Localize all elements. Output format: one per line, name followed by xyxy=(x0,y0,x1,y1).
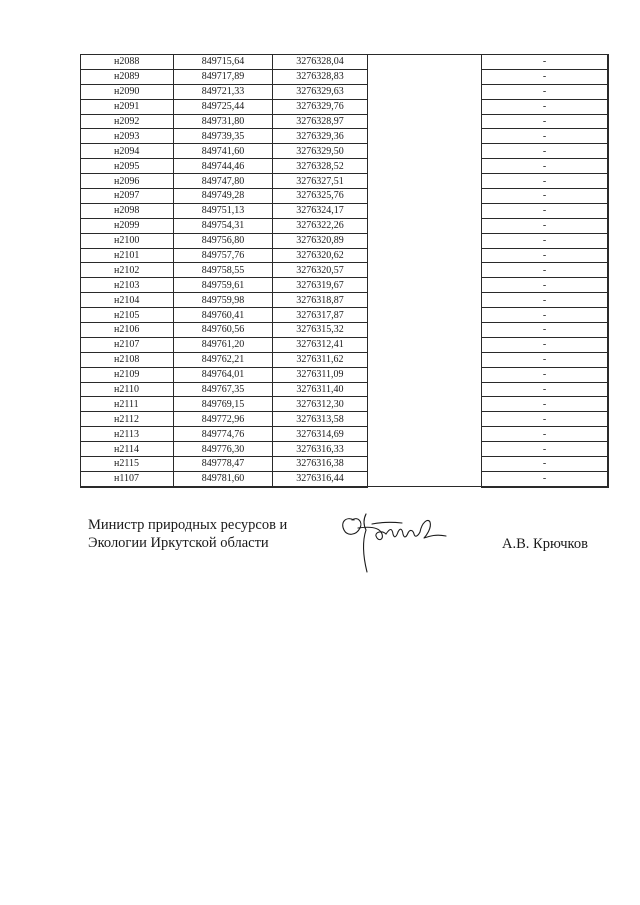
y-coordinate-cell: 3276316,44 xyxy=(273,471,368,486)
point-id-cell: н2090 xyxy=(81,84,174,99)
y-coordinate-cell: 3276328,83 xyxy=(273,69,368,84)
coordinates-table-body xyxy=(81,55,609,487)
signatory-title-line-1: Министр природных ресурсов и xyxy=(88,517,288,533)
table-row xyxy=(81,457,609,472)
dash-cell: - xyxy=(482,114,609,129)
dash-cell: - xyxy=(482,337,609,352)
x-coordinate-cell: 849760,56 xyxy=(174,323,273,338)
table-row xyxy=(81,218,609,233)
y-coordinate-cell: 3276312,41 xyxy=(273,337,368,352)
x-coordinate-cell: 849772,96 xyxy=(174,412,273,427)
table-row xyxy=(81,129,609,144)
dash-cell: - xyxy=(482,129,609,144)
point-id-cell: н2089 xyxy=(81,69,174,84)
y-coordinate-cell: 3276316,38 xyxy=(273,457,368,472)
note-cell xyxy=(368,159,482,174)
y-coordinate-cell: 3276314,69 xyxy=(273,427,368,442)
table-row xyxy=(81,442,609,457)
note-cell xyxy=(368,323,482,338)
signatory-name: А.В. Крючков xyxy=(502,536,588,552)
dash-cell: - xyxy=(482,55,609,70)
y-coordinate-cell: 3276320,57 xyxy=(273,263,368,278)
note-cell xyxy=(368,442,482,457)
x-coordinate-cell: 849776,30 xyxy=(174,442,273,457)
dash-cell: - xyxy=(482,84,609,99)
note-cell xyxy=(368,337,482,352)
x-coordinate-cell: 849769,15 xyxy=(174,397,273,412)
y-coordinate-cell: 3276318,87 xyxy=(273,293,368,308)
table-row xyxy=(81,248,609,263)
y-coordinate-cell: 3276319,67 xyxy=(273,278,368,293)
x-coordinate-cell: 849717,89 xyxy=(174,69,273,84)
y-coordinate-cell: 3276311,09 xyxy=(273,367,368,382)
dash-cell: - xyxy=(482,248,609,263)
y-coordinate-cell: 3276324,17 xyxy=(273,203,368,218)
y-coordinate-cell: 3276315,32 xyxy=(273,323,368,338)
point-id-cell: н2088 xyxy=(81,55,174,70)
x-coordinate-cell: 849725,44 xyxy=(174,99,273,114)
point-id-cell: н2111 xyxy=(81,397,174,412)
signatory-title-line-2: Экологии Иркутской области xyxy=(88,535,269,551)
point-id-cell: н2104 xyxy=(81,293,174,308)
x-coordinate-cell: 849715,64 xyxy=(174,55,273,70)
x-coordinate-cell: 849731,80 xyxy=(174,114,273,129)
note-cell xyxy=(368,382,482,397)
dash-cell: - xyxy=(482,367,609,382)
y-coordinate-cell: 3276311,62 xyxy=(273,352,368,367)
table-row xyxy=(81,412,609,427)
point-id-cell: н2093 xyxy=(81,129,174,144)
note-cell xyxy=(368,189,482,204)
x-coordinate-cell: 849741,60 xyxy=(174,144,273,159)
point-id-cell: н2095 xyxy=(81,159,174,174)
note-cell xyxy=(368,233,482,248)
y-coordinate-cell: 3276329,63 xyxy=(273,84,368,99)
note-cell xyxy=(368,99,482,114)
point-id-cell: н2114 xyxy=(81,442,174,457)
dash-cell: - xyxy=(482,457,609,472)
point-id-cell: н2094 xyxy=(81,144,174,159)
point-id-cell: н2098 xyxy=(81,203,174,218)
x-coordinate-cell: 849759,61 xyxy=(174,278,273,293)
note-cell xyxy=(368,293,482,308)
y-coordinate-cell: 3276320,62 xyxy=(273,248,368,263)
x-coordinate-cell: 849781,60 xyxy=(174,471,273,486)
point-id-cell: н2110 xyxy=(81,382,174,397)
note-cell xyxy=(368,129,482,144)
x-coordinate-cell: 849744,46 xyxy=(174,159,273,174)
table-row xyxy=(81,308,609,323)
x-coordinate-cell: 849758,55 xyxy=(174,263,273,278)
dash-cell: - xyxy=(482,293,609,308)
note-cell xyxy=(368,144,482,159)
table-row xyxy=(81,293,609,308)
table-row xyxy=(81,263,609,278)
y-coordinate-cell: 3276317,87 xyxy=(273,308,368,323)
dash-cell: - xyxy=(482,471,609,486)
y-coordinate-cell: 3276325,76 xyxy=(273,189,368,204)
y-coordinate-cell: 3276313,58 xyxy=(273,412,368,427)
note-cell xyxy=(368,114,482,129)
y-coordinate-cell: 3276329,76 xyxy=(273,99,368,114)
dash-cell: - xyxy=(482,427,609,442)
x-coordinate-cell: 849761,20 xyxy=(174,337,273,352)
table-row xyxy=(81,55,609,70)
dash-cell: - xyxy=(482,412,609,427)
x-coordinate-cell: 849778,47 xyxy=(174,457,273,472)
dash-cell: - xyxy=(482,99,609,114)
point-id-cell: н2096 xyxy=(81,174,174,189)
table-row xyxy=(81,203,609,218)
note-cell xyxy=(368,471,482,486)
table-row xyxy=(81,337,609,352)
signature-icon xyxy=(336,506,456,578)
dash-cell: - xyxy=(482,308,609,323)
point-id-cell: н2103 xyxy=(81,278,174,293)
note-cell xyxy=(368,203,482,218)
point-id-cell: н2092 xyxy=(81,114,174,129)
dash-cell: - xyxy=(482,233,609,248)
point-id-cell: н2100 xyxy=(81,233,174,248)
y-coordinate-cell: 3276328,52 xyxy=(273,159,368,174)
dash-cell: - xyxy=(482,397,609,412)
dash-cell: - xyxy=(482,442,609,457)
x-coordinate-cell: 849756,80 xyxy=(174,233,273,248)
point-id-cell: н2101 xyxy=(81,248,174,263)
table-row xyxy=(81,323,609,338)
note-cell xyxy=(368,218,482,233)
dash-cell: - xyxy=(482,144,609,159)
table-row xyxy=(81,69,609,84)
dash-cell: - xyxy=(482,159,609,174)
note-cell xyxy=(368,278,482,293)
y-coordinate-cell: 3276320,89 xyxy=(273,233,368,248)
y-coordinate-cell: 3276311,40 xyxy=(273,382,368,397)
point-id-cell: н2107 xyxy=(81,337,174,352)
dash-cell: - xyxy=(482,352,609,367)
y-coordinate-cell: 3276322,26 xyxy=(273,218,368,233)
table-row xyxy=(81,427,609,442)
x-coordinate-cell: 849751,13 xyxy=(174,203,273,218)
dash-cell: - xyxy=(482,174,609,189)
y-coordinate-cell: 3276329,36 xyxy=(273,129,368,144)
x-coordinate-cell: 849760,41 xyxy=(174,308,273,323)
x-coordinate-cell: 849774,76 xyxy=(174,427,273,442)
dash-cell: - xyxy=(482,218,609,233)
y-coordinate-cell: 3276316,33 xyxy=(273,442,368,457)
note-cell xyxy=(368,412,482,427)
table-row xyxy=(81,84,609,99)
dash-cell: - xyxy=(482,203,609,218)
point-id-cell: н1107 xyxy=(81,471,174,486)
table-row xyxy=(81,99,609,114)
note-cell xyxy=(368,457,482,472)
x-coordinate-cell: 849749,28 xyxy=(174,189,273,204)
point-id-cell: н2091 xyxy=(81,99,174,114)
table-row xyxy=(81,144,609,159)
x-coordinate-cell: 849721,33 xyxy=(174,84,273,99)
table-row xyxy=(81,382,609,397)
table-row xyxy=(81,367,609,382)
dash-cell: - xyxy=(482,323,609,338)
x-coordinate-cell: 849754,31 xyxy=(174,218,273,233)
point-id-cell: н2112 xyxy=(81,412,174,427)
dash-cell: - xyxy=(482,382,609,397)
note-cell xyxy=(368,69,482,84)
x-coordinate-cell: 849767,35 xyxy=(174,382,273,397)
x-coordinate-cell: 849759,98 xyxy=(174,293,273,308)
x-coordinate-cell: 849747,80 xyxy=(174,174,273,189)
signatory-title xyxy=(88,516,287,552)
y-coordinate-cell: 3276328,04 xyxy=(273,55,368,70)
point-id-cell: н2097 xyxy=(81,189,174,204)
note-cell xyxy=(368,308,482,323)
note-cell xyxy=(368,174,482,189)
x-coordinate-cell: 849739,35 xyxy=(174,129,273,144)
y-coordinate-cell: 3276327,51 xyxy=(273,174,368,189)
dash-cell: - xyxy=(482,189,609,204)
x-coordinate-cell: 849762,21 xyxy=(174,352,273,367)
y-coordinate-cell: 3276328,97 xyxy=(273,114,368,129)
note-cell xyxy=(368,84,482,99)
table-row xyxy=(81,278,609,293)
dash-cell: - xyxy=(482,263,609,278)
dash-cell: - xyxy=(482,69,609,84)
point-id-cell: н2109 xyxy=(81,367,174,382)
note-cell xyxy=(368,55,482,70)
x-coordinate-cell: 849757,76 xyxy=(174,248,273,263)
point-id-cell: н2113 xyxy=(81,427,174,442)
point-id-cell: н2099 xyxy=(81,218,174,233)
y-coordinate-cell: 3276312,30 xyxy=(273,397,368,412)
x-coordinate-cell: 849764,01 xyxy=(174,367,273,382)
dash-cell: - xyxy=(482,278,609,293)
y-coordinate-cell: 3276329,50 xyxy=(273,144,368,159)
note-cell xyxy=(368,367,482,382)
table-row xyxy=(81,159,609,174)
table-row xyxy=(81,114,609,129)
point-id-cell: н2102 xyxy=(81,263,174,278)
note-cell xyxy=(368,397,482,412)
note-cell xyxy=(368,352,482,367)
note-cell xyxy=(368,248,482,263)
point-id-cell: н2105 xyxy=(81,308,174,323)
table-row xyxy=(81,471,609,486)
table-row xyxy=(81,352,609,367)
table-row xyxy=(81,174,609,189)
coordinates-table xyxy=(80,54,609,488)
table-row xyxy=(81,233,609,248)
point-id-cell: н2106 xyxy=(81,323,174,338)
point-id-cell: н2115 xyxy=(81,457,174,472)
table-row xyxy=(81,189,609,204)
note-cell xyxy=(368,427,482,442)
note-cell xyxy=(368,263,482,278)
table-row xyxy=(81,397,609,412)
point-id-cell: н2108 xyxy=(81,352,174,367)
